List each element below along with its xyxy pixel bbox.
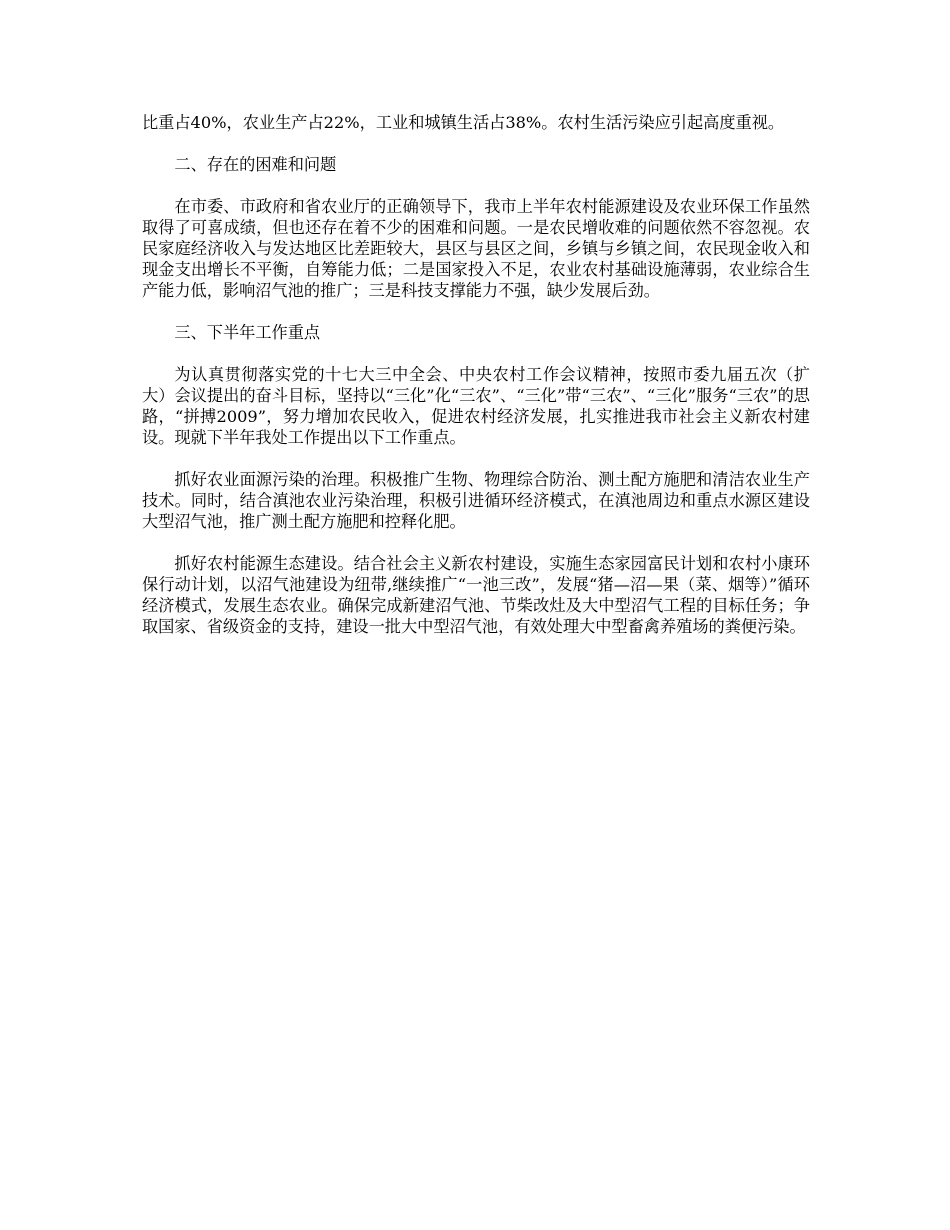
paragraph-continuation: 比重占40%，农业生产占22%，工业和城镇生活占38%。农村生活污染应引起高度重视。 (142, 113, 785, 132)
paragraph-priorities-intro: 为认真贯彻落实党的十七大三中全会、中央农村工作会议精神，按照市委九届五次（扩大）会议提出的奋斗目标，坚持以“三化”化“三农”、“三化”带“三农”、“三化”服务“三农”的思路，“拼搏2009”，努力增加农民收入，促进农村经济发展，扎实推进我市社会主义新农村建设。现就下半年我处工作提出以下工作重点。 (142, 365, 810, 447)
section-heading-priorities: 三、下半年工作重点 (174, 323, 321, 342)
paragraph-rural-energy: 抓好农村能源生态建设。结合社会主义新农村建设，实施生态家园富民计划和农村小康环保行动计划，以沼气池建设为纽带,继续推广“一池三改”，发展“猪—沼—果（菜、烟等）”循环经济模式，发展生态农业。确保完成新建沼气池、节柴改灶及大中型沼气工程的目标任务；争取国家、省级资金的支持，建设一批大中型沼气池，有效处理大中型畜禽养殖场的粪便污染。 (142, 554, 810, 636)
paragraph-pollution-control: 抓好农业面源污染的治理。积极推广生物、物理综合防治、测土配方施肥和清洁农业生产技术。同时，结合滇池农业污染治理，积极引进循环经济模式，在滇池周边和重点水源区建设大型沼气池，推广测土配方施肥和控释化肥。 (142, 470, 810, 531)
section-heading-problems: 二、存在的困难和问题 (174, 155, 337, 174)
paragraph-problems: 在市委、市政府和省农业厅的正确领导下，我市上半年农村能源建设及农业环保工作虽然取得了可喜成绩，但也还存在着不少的困难和问题。一是农民增收难的问题依然不容忽视。农民家庭经济收入与发达地区比差距较大，县区与县区之间，乡镇与乡镇之间，农民现金收入和现金支出增长不平衡，自筹能力低；二是国家投入不足，农业农村基础设施薄弱，农业综合生产能力低，影响沼气池的推广；三是科技支撑能力不强，缺少发展后劲。 (142, 197, 810, 300)
document-page (142, 112, 810, 658)
